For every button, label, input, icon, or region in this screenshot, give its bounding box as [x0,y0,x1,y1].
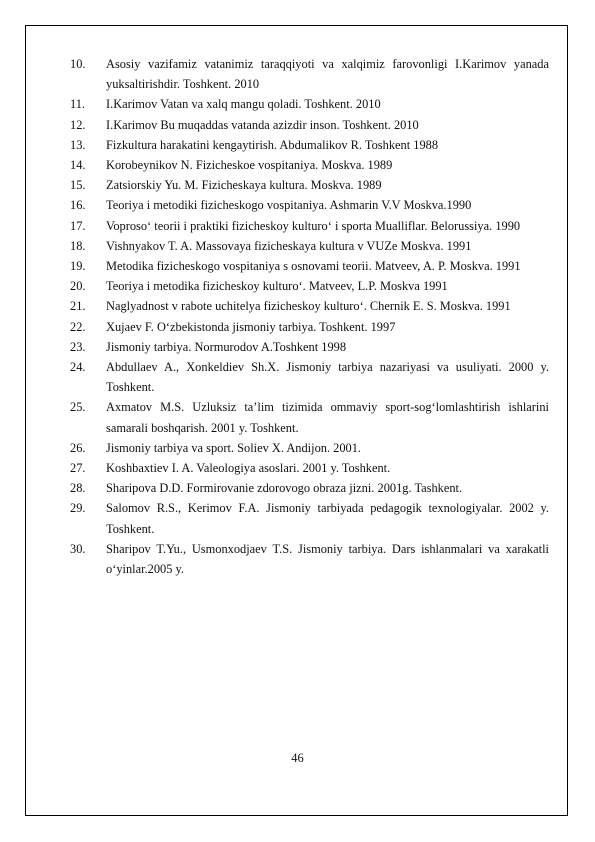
reference-text: Naglyadnost v rabote uchitelya fizicheskoy kulturo‘. Chernik E. S. Moskva. 1991 [106,299,511,314]
reference-text: Zatsiorskiy Yu. M. Fizicheskaya kultura. Moskva. 1989 [106,178,382,193]
list-item [70,155,549,175]
reference-number: 10. [70,57,86,71]
list-item [70,94,549,114]
reference-text: Teoriya i metodiki fizicheskogo vospitaniya. Ashmarin V.V Moskva.1990 [106,198,472,213]
reference-number: 27. [70,461,86,476]
reference-text: I.Karimov Vatan va xalq mangu qoladi. Toshkent. 2010 [106,97,381,112]
list-item [70,438,549,458]
reference-text: Salomov R.S., Kerimov F.A. Jismoniy tarbiyada pedagogik texnologiyalar. 2002 y. Toshkent. [106,501,549,536]
list-item [70,256,549,276]
reference-text: Xujaev F. O‘zbekistonda jismoniy tarbiya. Toshkent. 1997 [106,319,396,334]
reference-number: 22. [70,319,86,334]
reference-text: Korobeynikov N. Fizicheskoe vospitaniya. Moskva. 1989 [106,158,393,173]
list-item [70,397,549,437]
reference-number: 24. [70,360,86,375]
reference-list [70,54,549,579]
reference-number: 19. [70,259,86,274]
reference-number: 15. [70,178,86,193]
reference-number: 11. [70,97,86,112]
list-item [70,357,549,397]
reference-number: 25. [70,400,86,415]
reference-number: 23. [70,339,86,354]
reference-text: Sharipov T.Yu., Usmonxodjaev T.S. Jismoniy tarbiya. Dars ishlanmalari va xarakatli o‘yinlar.2005 y. [106,541,549,577]
list-item [70,317,549,337]
reference-text: Sharipova D.D. Formirovanie zdorovogo obraza jizni. 2001g. Tashkent. [106,481,463,496]
list-item [70,337,549,357]
reference-number: 21. [70,299,86,314]
reference-text: Abdullaev A., Xonkeldiev Sh.X. Jismoniy tarbiya nazariyasi va usuliyati. 2000 y. Toshkent. [106,360,549,395]
reference-text: Vishnyakov T. A. Massovaya fizicheskaya kultura v VUZe Moskva. 1991 [106,238,472,253]
reference-text: Koshbaxtiev I. A. Valeologiya asoslari. 2001 y. Toshkent. [106,461,391,476]
reference-number: 13. [70,137,86,152]
list-item [70,135,549,155]
reference-text: Jismoniy tarbiya. Normurodov A.Toshkent 1998 [106,339,347,354]
list-item [70,296,549,316]
reference-number: 30. [70,541,86,556]
reference-number: 12. [70,117,86,132]
reference-text: Axmatov M.S. Uzluksiz ta’lim tizimida ommaviy sport-sog‘lomlashtirish ishlarini samarali boshqarish. 2001 y. Toshkent. [106,400,549,435]
list-item [70,478,549,498]
reference-text: I.Karimov Bu muqaddas vatanda azizdir inson. Toshkent. 2010 [106,117,419,132]
list-item [70,115,549,135]
list-item [70,539,549,579]
reference-text: Fizkultura harakatini kengaytirish. Abdumalikov R. Toshkent 1988 [106,137,439,152]
page-number: 46 [291,751,304,765]
list-item [70,216,549,236]
reference-number: 17. [70,218,86,233]
reference-text: Teoriya i metodika fizicheskoy kulturo‘. Matveev, L.P. Moskva 1991 [106,279,448,294]
list-item [70,195,549,215]
reference-number: 20. [70,279,86,294]
list-item [70,498,549,538]
list-item [70,276,549,296]
reference-number: 28. [70,481,86,496]
list-item [70,54,549,94]
reference-number: 16. [70,198,86,213]
reference-text: Jismoniy tarbiya va sport. Soliev X. Andijon. 2001. [106,440,362,455]
list-item [70,236,549,256]
reference-text: Metodika fizicheskogo vospitaniya s osnovami teorii. Matveev, A. P. Moskva. 1991 [106,259,521,274]
reference-text: Asosiy vazifamiz vatanimiz taraqqiyoti va xalqimiz farovonligi I.Karimov yanada yuksaltirishdir. Toshkent. 2010 [106,57,549,92]
list-item [70,175,549,195]
reference-number: 18. [70,238,86,253]
reference-number: 29. [70,501,86,516]
reference-text: Voproso‘ teorii i praktiki fizicheskoy kulturo‘ i sporta Mualliflar. Belorussiya. 1990 [106,218,521,233]
reference-number: 26. [70,440,86,455]
reference-number: 14. [70,158,86,173]
list-item [70,458,549,478]
